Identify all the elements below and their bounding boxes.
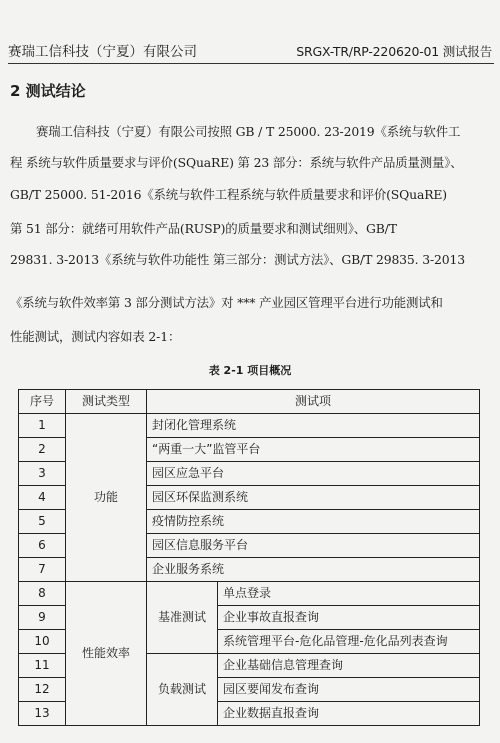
row-no: 10 (19, 630, 66, 654)
row-no: 11 (19, 654, 66, 678)
row-no: 6 (19, 534, 66, 558)
company-name: 赛瑞工信科技（宁夏）有限公司 (8, 44, 197, 60)
paragraph-line: 赛瑞工信科技（宁夏）有限公司按照 GB / T 25000. 23-2019《系统与软件工 (36, 124, 461, 139)
subtype-cell: 负载测试 (147, 654, 218, 726)
report-number: SRGX-TR/RP-220620-01 测试报告 (296, 44, 492, 59)
row-item: 园区信息服务平台 (147, 534, 480, 558)
row-item: 园区要闻发布查询 (218, 678, 480, 702)
items-table (18, 389, 480, 726)
table-caption: 表 2-1 项目概况 (208, 364, 292, 377)
type-cell: 功能 (66, 414, 147, 582)
row-item: “两重一大”监管平台 (147, 438, 480, 462)
table-row (19, 582, 480, 606)
header-type: 测试类型 (66, 390, 147, 414)
row-no: 4 (19, 486, 66, 510)
row-no: 5 (19, 510, 66, 534)
table-header-row (19, 390, 480, 414)
row-item: 企业服务系统 (147, 558, 480, 582)
row-item: 园区应急平台 (147, 462, 480, 486)
row-no: 9 (19, 606, 66, 630)
row-no: 1 (19, 414, 66, 438)
section-title: 2 测试结论 (10, 82, 86, 100)
header-divider (8, 63, 494, 64)
type-cell: 性能效率 (66, 582, 147, 726)
row-no: 2 (19, 438, 66, 462)
row-item: 封闭化管理系统 (147, 414, 480, 438)
header-item: 测试项 (147, 390, 480, 414)
paragraph-line: 程 系统与软件质量要求与评价(SQuaRE) 第 23 部分：系统与软件产品质量测量》、 (10, 155, 463, 170)
paragraph-line: 29831. 3-2013《系统与软件功能性 第三部分：测试方法》、GB/T 29835. 3-2013 (10, 252, 465, 267)
row-item: 企业事故直报查询 (218, 606, 480, 630)
header-no: 序号 (19, 390, 66, 414)
row-no: 7 (19, 558, 66, 582)
row-no: 13 (19, 702, 66, 726)
table-row (19, 414, 480, 438)
row-no: 8 (19, 582, 66, 606)
page-header (8, 40, 492, 60)
row-item: 企业数据直报查询 (218, 702, 480, 726)
row-item: 企业基础信息管理查询 (218, 654, 480, 678)
row-item: 园区环保监测系统 (147, 486, 480, 510)
paragraph-line: 性能测试，测试内容如表 2-1： (10, 329, 181, 344)
paragraph-line: 《系统与软件效率第 3 部分测试方法》对 *** 产业园区管理平台进行功能测试和 (10, 295, 443, 310)
subtype-cell: 基准测试 (147, 582, 218, 654)
row-no: 3 (19, 462, 66, 486)
row-item: 疫情防控系统 (147, 510, 480, 534)
row-item: 系统管理平台-危化品管理-危化品列表查询 (218, 630, 480, 654)
paragraph-line: GB/T 25000. 51-2016《系统与软件工程系统与软件质量要求和评价(SQuaRE) (10, 187, 447, 202)
row-no: 12 (19, 678, 66, 702)
row-item: 单点登录 (218, 582, 480, 606)
paragraph-line: 第 51 部分：就绪可用软件产品(RUSP)的质量要求和测试细则》、GB/T (10, 221, 397, 236)
